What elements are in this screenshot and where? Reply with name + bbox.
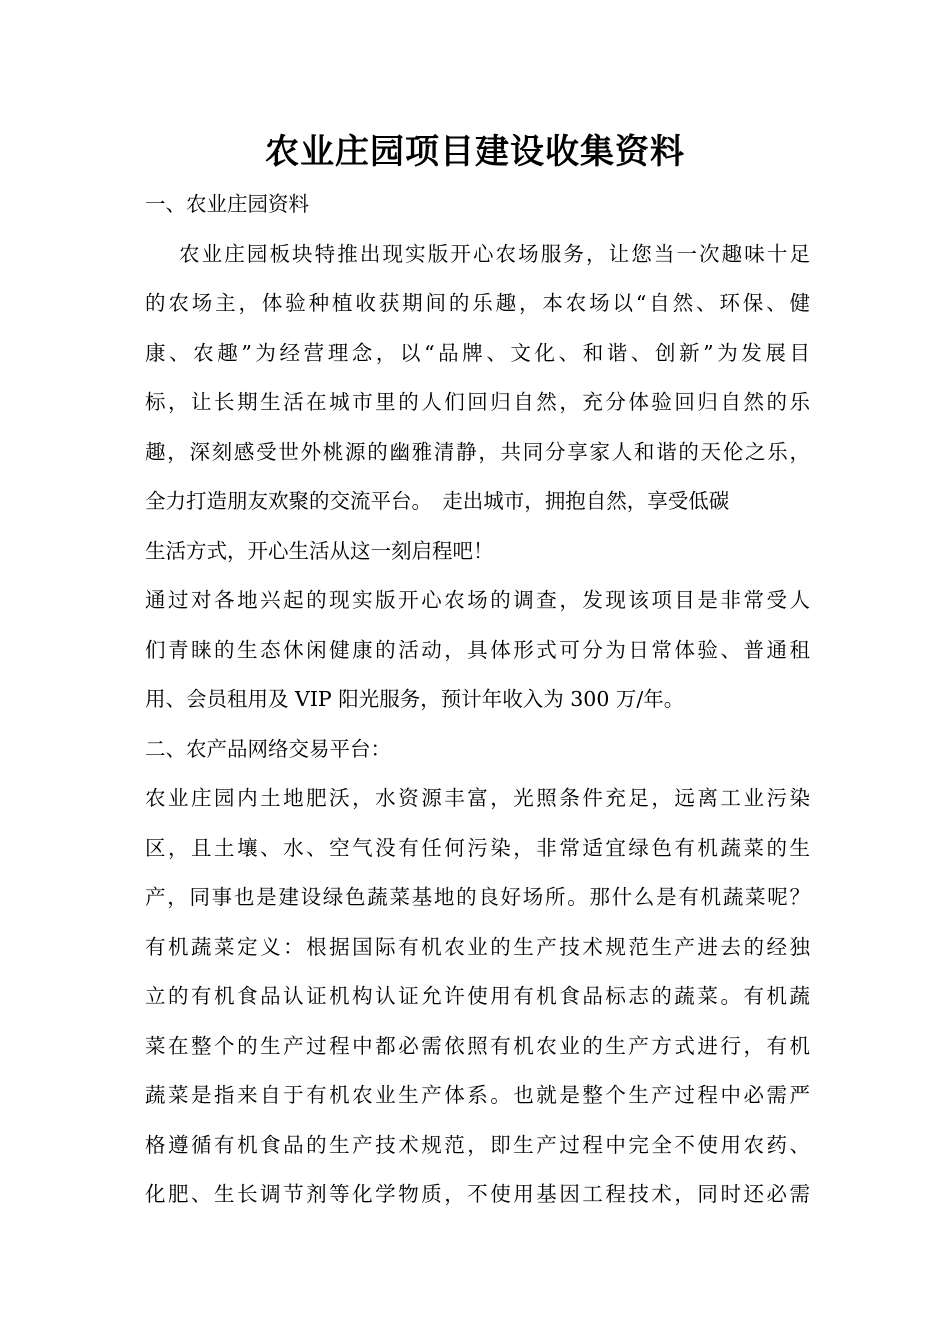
section-heading: 一、农业庄园资料 bbox=[145, 192, 309, 216]
paragraph-line: 的农场主，体验种植收获期间的乐趣，本农场以“自然、环保、健 bbox=[145, 291, 810, 315]
document-body bbox=[145, 180, 810, 1220]
paragraph-line: 全力打造朋友欢聚的交流平台。 走出城市，拥抱自然，享受低碳 bbox=[145, 489, 730, 513]
paragraph-line: 区，且土壤、水、空气没有任何污染，非常适宜绿色有机蔬菜的生 bbox=[145, 835, 810, 860]
paragraph-line: 农业庄园板块特推出现实版开心农场服务，让您当一次趣味十足 bbox=[179, 241, 810, 266]
paragraph-line: 趣，深刻感受世外桃源的幽雅清静，共同分享家人和谐的天伦之乐， bbox=[145, 439, 810, 464]
paragraph-line: 格遵循有机食品的生产技术规范，即生产过程中完全不使用农药、 bbox=[145, 1132, 810, 1157]
paragraph-line: 标，让长期生活在城市里的人们回归自然，充分体验回归自然的乐 bbox=[145, 390, 810, 414]
paragraph-line: 康、农趣”为经营理念，以“品牌、文化、和谐、创新”为发展目 bbox=[145, 340, 810, 365]
paragraph-line: 通过对各地兴起的现实版开心农场的调查，发现该项目是非常受人 bbox=[145, 588, 810, 612]
paragraph-line: 生活方式，开心生活从这一刻启程吧！ bbox=[145, 538, 494, 563]
section-heading: 二、农产品网络交易平台： bbox=[145, 736, 391, 761]
paragraph-line: 化肥、生长调节剂等化学物质，不使用基因工程技术，同时还必需 bbox=[145, 1182, 810, 1206]
paragraph-line: 用、会员租用及 VIP 阳光服务，预计年收入为 300 万/年。 bbox=[145, 687, 685, 711]
paragraph-line: 立的有机食品认证机构认证允许使用有机食品标志的蔬菜。有机蔬 bbox=[145, 984, 810, 1008]
paragraph-line: 菜在整个的生产过程中都必需依照有机农业的生产方式进行，有机 bbox=[145, 1033, 810, 1058]
paragraph-line: 产，同事也是建设绿色蔬菜基地的良好场所。那什么是有机蔬菜呢？ bbox=[145, 885, 810, 909]
paragraph-line: 蔬菜是指来自于有机农业生产体系。也就是整个生产过程中必需严 bbox=[145, 1083, 810, 1107]
document-title: 农业庄园项目建设收集资料 bbox=[265, 132, 685, 172]
paragraph-line: 们青睐的生态休闲健康的活动，具体形式可分为日常体验、普通租 bbox=[145, 637, 810, 662]
paragraph-line: 有机蔬菜定义：根据国际有机农业的生产技术规范生产进去的经独 bbox=[145, 934, 810, 959]
paragraph-line: 农业庄园内土地肥沃，水资源丰富，光照条件充足，远离工业污染 bbox=[145, 786, 810, 810]
